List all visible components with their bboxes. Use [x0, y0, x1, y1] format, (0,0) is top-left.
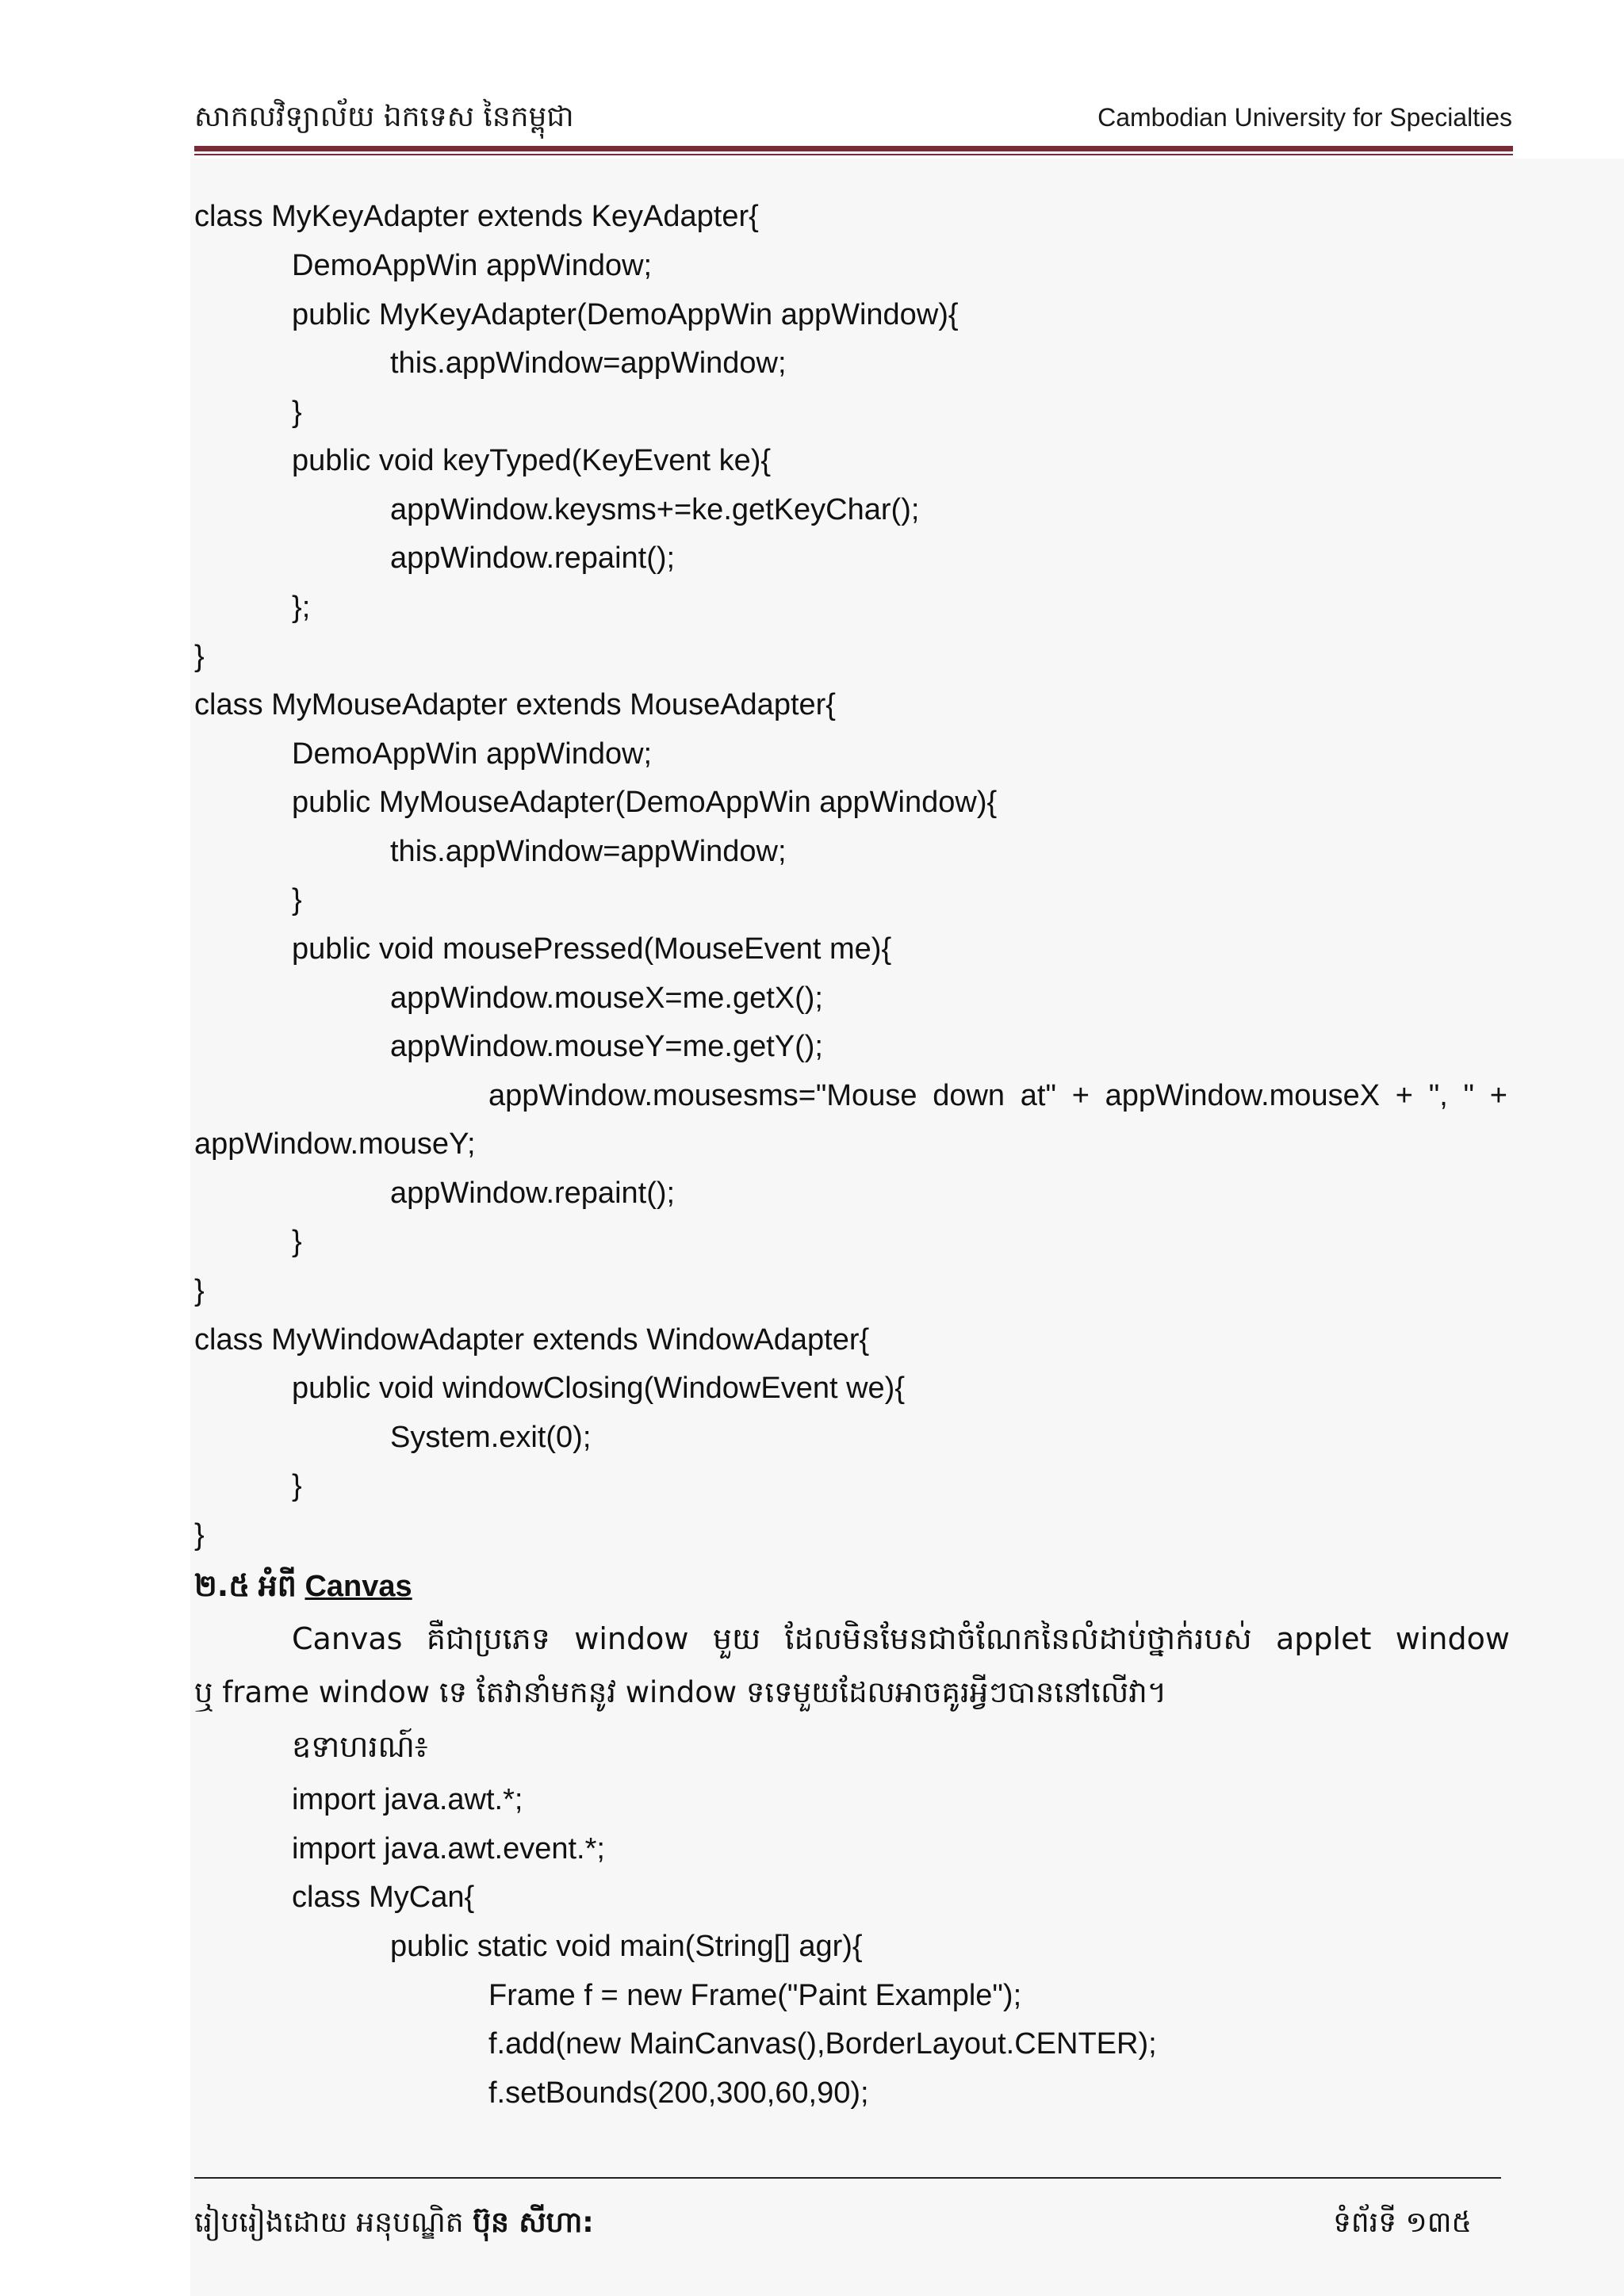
- header-university-english: Cambodian University for Specialties: [1097, 103, 1512, 132]
- code-line: this.appWindow=appWindow;: [390, 346, 787, 380]
- code-line: class MyMouseAdapter extends MouseAdapter{: [194, 688, 836, 721]
- section-prefix: អំពី: [258, 1568, 297, 1603]
- paragraph-word: ដែលមិនមែនជាចំណែកនៃលំដាប់ថ្នាក់របស់: [784, 1621, 1252, 1656]
- code-token: at": [1020, 1079, 1056, 1112]
- code-token: down: [933, 1079, 1005, 1112]
- page-header: [194, 94, 1511, 141]
- code-token: +: [1071, 1079, 1090, 1112]
- code-line: System.exit(0);: [390, 1421, 592, 1454]
- code-line: f.setBounds(200,300,60,90);: [488, 2076, 869, 2110]
- code-line: class MyKeyAdapter extends KeyAdapter{: [194, 200, 759, 233]
- code-line: }: [194, 1518, 205, 1552]
- paragraph-word: មួយ: [712, 1621, 761, 1656]
- code-line: this.appWindow=appWindow;: [390, 835, 787, 868]
- code-line: public MyKeyAdapter(DemoAppWin appWindow){: [292, 298, 959, 331]
- example-label: ឧទាហរណ៍៖: [292, 1729, 428, 1764]
- code-line: }: [292, 1469, 302, 1502]
- code-line: public void windowClosing(WindowEvent we){: [292, 1372, 906, 1405]
- paragraph-word: គឺជាប្រភេទ: [426, 1621, 550, 1656]
- code-token: +: [1395, 1079, 1413, 1112]
- paragraph-word: Canvas: [292, 1621, 403, 1656]
- header-university-khmer: សាកលវិទ្យាល័យ ឯកទេស នៃកម្ពុជា: [194, 101, 574, 133]
- section-title: Canvas: [304, 1570, 412, 1603]
- code-token: ",: [1428, 1079, 1448, 1112]
- section-number: ២.៥: [194, 1568, 251, 1603]
- code-token: +: [1489, 1079, 1507, 1112]
- header-divider-thin: [194, 154, 1513, 155]
- code-line: class MyCan{: [292, 1881, 475, 1914]
- code-line: DemoAppWin appWindow;: [292, 249, 653, 282]
- code-line: }: [292, 883, 302, 916]
- code-token: ": [1463, 1079, 1475, 1112]
- code-line: appWindow.mouseY=me.getY();: [390, 1030, 823, 1063]
- code-line: import java.awt.event.*;: [292, 1832, 605, 1866]
- code-line: }: [194, 640, 205, 673]
- code-line: public void keyTyped(KeyEvent ke){: [292, 444, 772, 477]
- code-line: public static void main(String[] agr){: [390, 1930, 863, 1963]
- paragraph-line: ឬ frame window ទេ តែវានាំមកនូវ window ទទេមួយដែលអាចគូរអ្វីៗបាននៅលើវា។: [194, 1675, 1167, 1709]
- code-line: class MyWindowAdapter extends WindowAdapter{: [194, 1323, 870, 1357]
- page-background: [190, 159, 1624, 2296]
- footer-divider: [194, 2177, 1501, 2179]
- code-token: appWindow.mousesms="Mouse: [488, 1079, 917, 1112]
- page-number: ទំព័រទី ១៣៥: [1333, 2206, 1472, 2239]
- code-line: appWindow.mouseY;: [194, 1127, 476, 1161]
- section-heading: [194, 1567, 412, 1605]
- code-line: appWindow.keysms+=ke.getKeyChar();: [390, 493, 920, 526]
- code-line: Frame f = new Frame("Paint Example");: [488, 1979, 1022, 2012]
- code-line: public void mousePressed(MouseEvent me){: [292, 932, 892, 966]
- footer-author-name: ប៊ុន សីហា:: [473, 2206, 594, 2239]
- paragraph-word: window: [574, 1621, 689, 1656]
- code-line-justified: [488, 1077, 1507, 1114]
- header-divider-thick: [194, 146, 1513, 151]
- code-token: appWindow.mouseX: [1105, 1079, 1381, 1112]
- code-line: }: [292, 396, 302, 429]
- code-line: appWindow.repaint();: [390, 1177, 676, 1210]
- code-line: appWindow.repaint();: [390, 541, 676, 575]
- code-line: public MyMouseAdapter(DemoAppWin appWindow){: [292, 786, 998, 819]
- footer-author: [194, 2204, 594, 2246]
- code-line: };: [292, 591, 311, 624]
- code-line: }: [194, 1274, 205, 1307]
- code-line: appWindow.mouseX=me.getX();: [390, 982, 823, 1015]
- paragraph-word: applet: [1276, 1621, 1372, 1656]
- code-line: }: [292, 1225, 302, 1258]
- code-line: import java.awt.*;: [292, 1783, 523, 1816]
- footer-prefix: រៀបរៀងដោយ អនុបណ្ឌិត: [194, 2206, 464, 2239]
- paragraph-line: [292, 1621, 1510, 1657]
- code-line: DemoAppWin appWindow;: [292, 737, 653, 771]
- paragraph-word: window: [1395, 1621, 1510, 1656]
- code-line: f.add(new MainCanvas(),BorderLayout.CENTER);: [488, 2027, 1157, 2061]
